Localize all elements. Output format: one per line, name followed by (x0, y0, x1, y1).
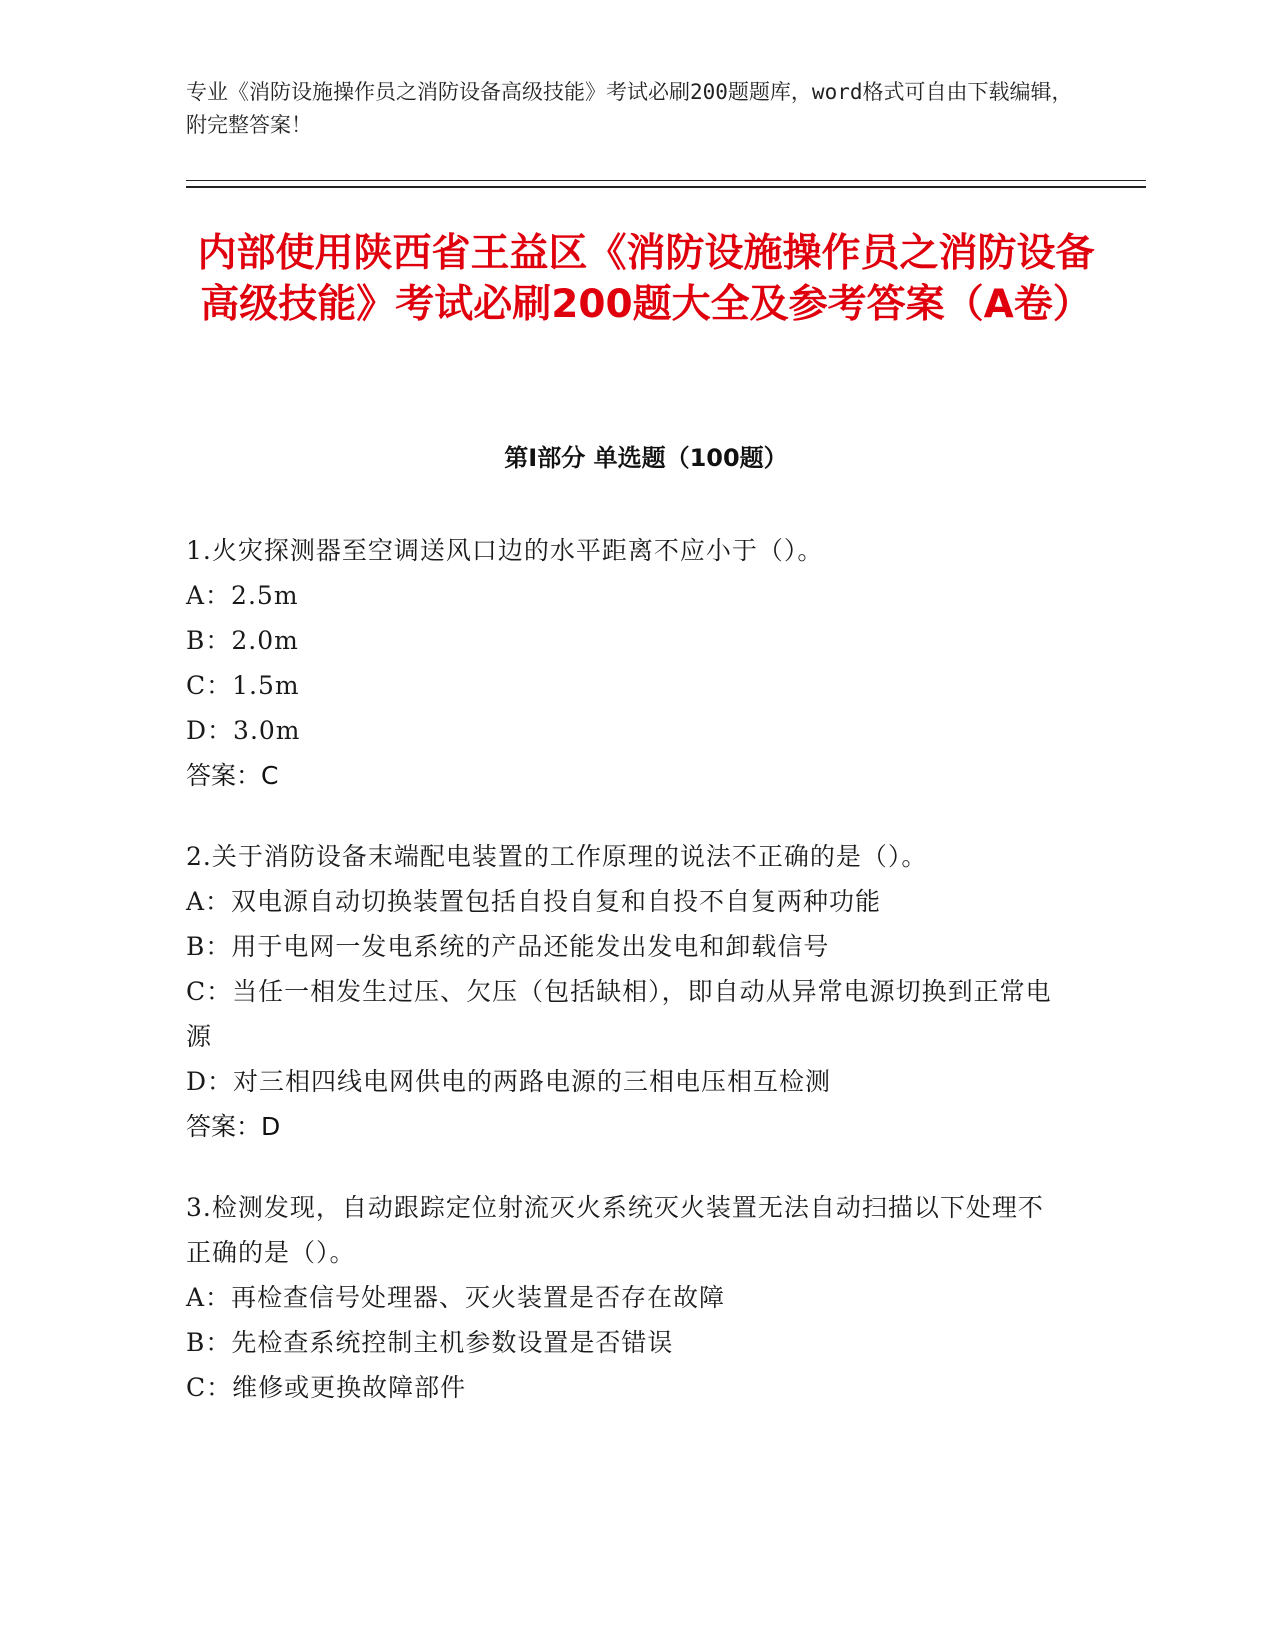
option-a: A：双电源自动切换装置包括自投自复和自投不自复两种功能 (186, 887, 882, 916)
option-c: C：1.5m (186, 671, 300, 700)
option-b: B：用于电网一发电系统的产品还能发出发电和卸载信号 (186, 932, 830, 961)
option-d: D：3.0m (186, 716, 301, 745)
option-a: A：再检查信号处理器、灭火装置是否存在故障 (186, 1283, 726, 1312)
option-b: B：2.0m (186, 626, 299, 655)
question-2 (186, 834, 1066, 1149)
question-stem: 1.火灾探测器至空调送风口边的水平距离不应小于（）。 (186, 536, 824, 565)
section-title: 第Ⅰ部分 单选题（100题） (504, 444, 788, 472)
question-stem: 2.关于消防设备末端配电装置的工作原理的说法不正确的是（）。 (186, 842, 928, 871)
question-3 (186, 1185, 1066, 1410)
question-stem: 3.检测发现，自动跟踪定位射流灭火系统灭火装置无法自动扫描以下处理不正确的是（）。 (186, 1193, 1044, 1267)
option-c: C：维修或更换故障部件 (186, 1373, 467, 1402)
option-b: B：先检查系统控制主机参数设置是否错误 (186, 1328, 674, 1357)
question-list (186, 528, 1066, 1446)
option-c: C：当任一相发生过压、欠压（包括缺相），即自动从异常电源切换到正常电源 (186, 977, 1052, 1051)
header-divider-thick (186, 186, 1146, 188)
answer: 答案：C (186, 761, 279, 790)
header-note: 专业《消防设施操作员之消防设备高级技能》考试必刷200题题库，word格式可自由下载编辑，附完整答案！ (186, 80, 1073, 137)
question-1 (186, 528, 1066, 798)
option-a: A：2.5m (186, 581, 299, 610)
option-d: D：对三相四线电网供电的两路电源的三相电压相互检测 (186, 1067, 832, 1096)
answer: 答案：D (186, 1112, 281, 1141)
header-divider-thin (186, 180, 1146, 181)
document-title: 内部使用陕西省王益区《消防设施操作员之消防设备高级技能》考试必刷200题大全及参考答案（A卷） (197, 231, 1095, 327)
